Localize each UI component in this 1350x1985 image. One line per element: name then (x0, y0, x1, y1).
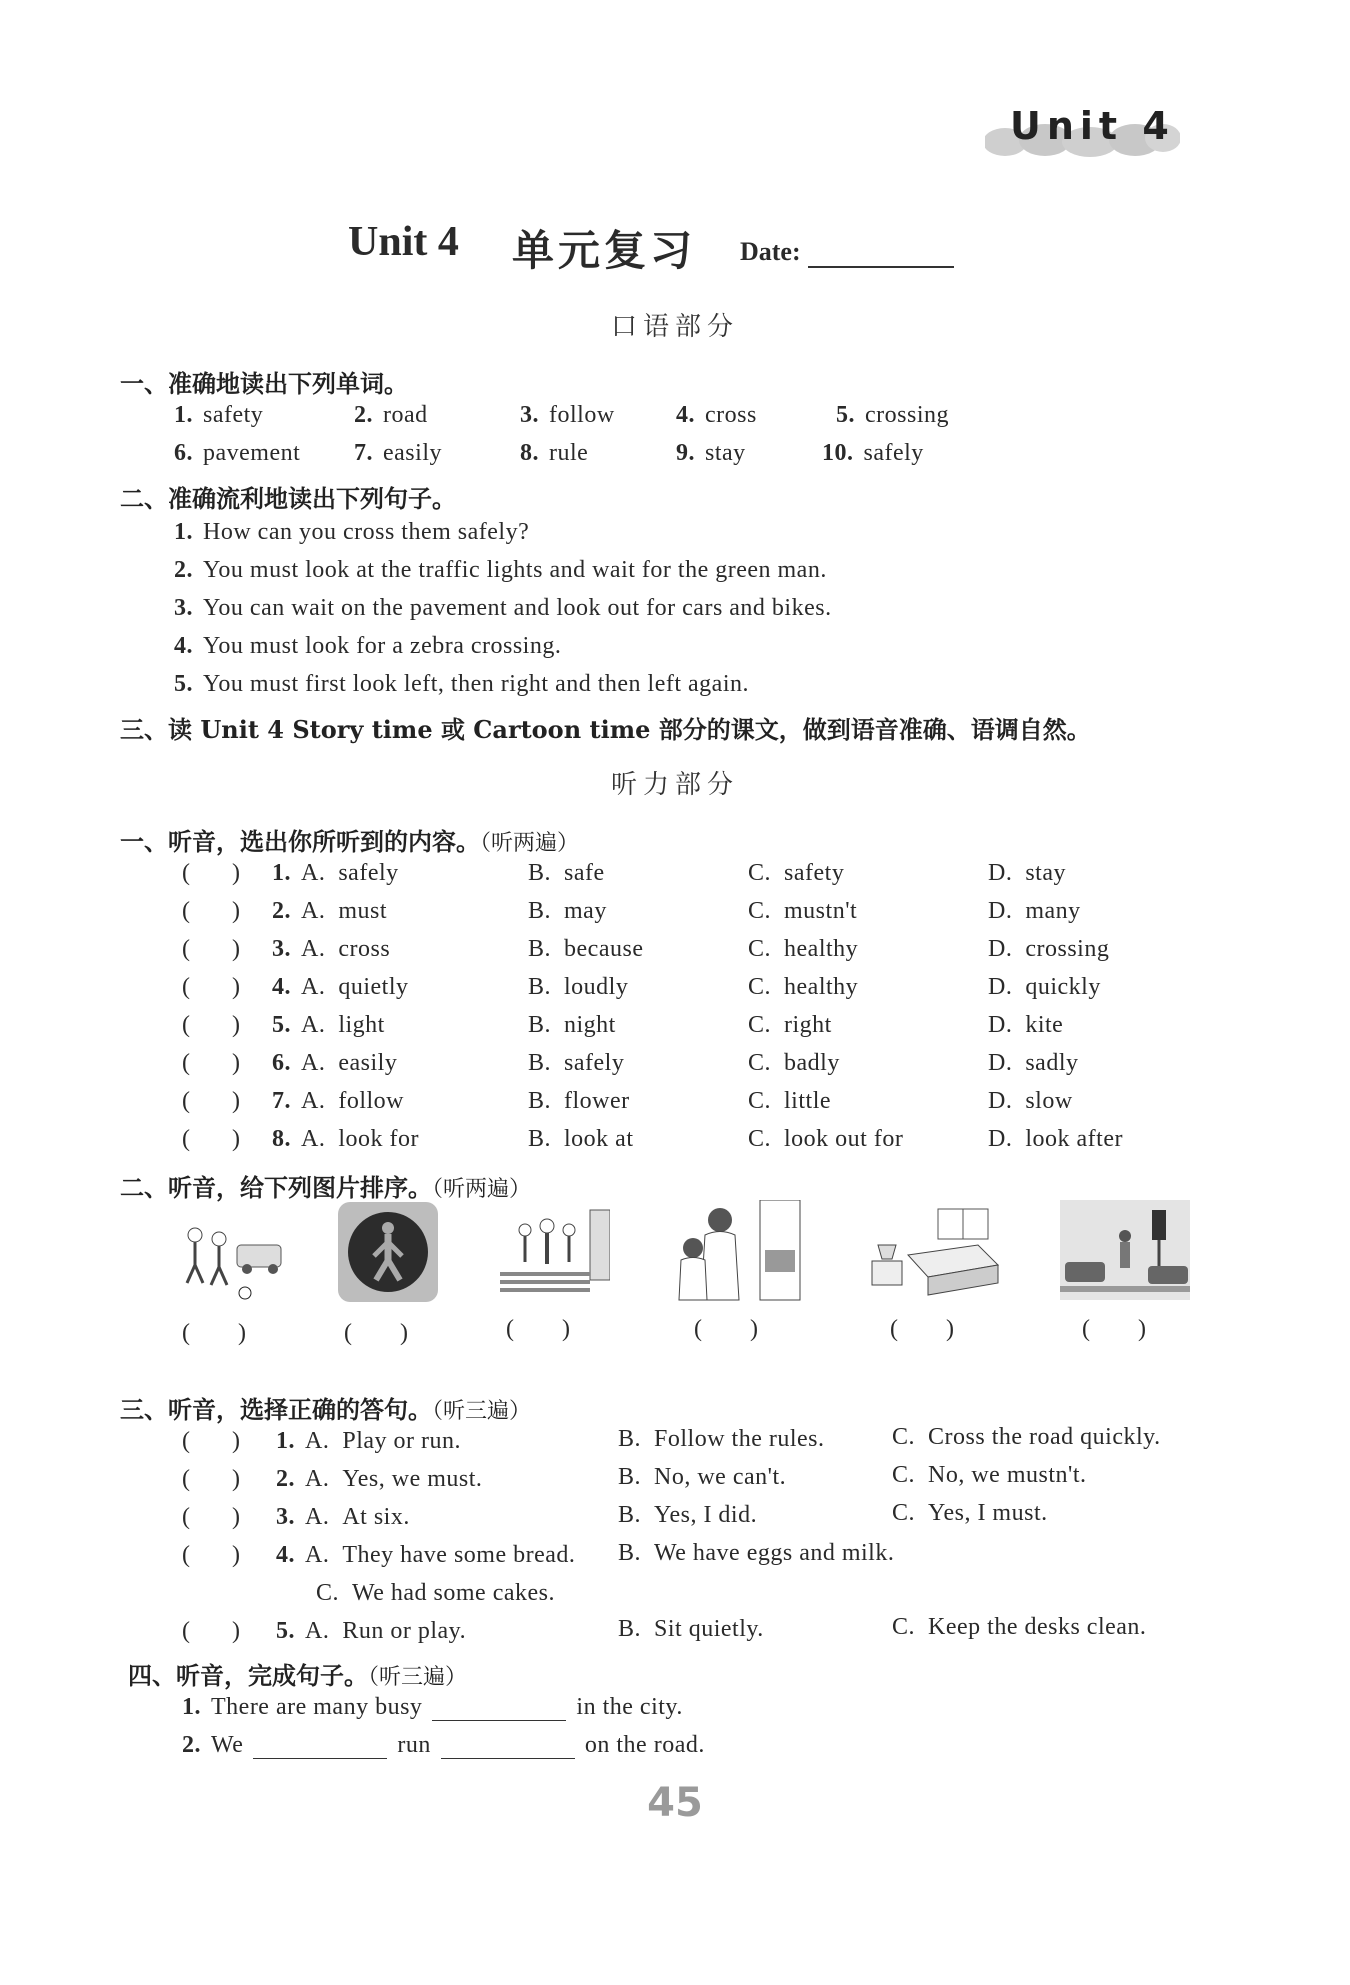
option-c: C. safety (748, 860, 845, 886)
answer-blank[interactable]: ( ) (182, 1012, 240, 1038)
answer-blank[interactable]: ( ) (182, 1542, 240, 1568)
fill-blank[interactable] (253, 1736, 387, 1759)
sentence-item: 3. You can wait on the pavement and look out for cars and bikes. (174, 595, 832, 621)
sentence-item: 4. You must look for a zebra crossing. (174, 633, 562, 659)
option-d: D. quickly (988, 974, 1101, 1000)
word-item: 5. crossing (836, 402, 949, 428)
unit-badge: Unit 4 (1010, 104, 1175, 148)
answer-blank[interactable]: ( ) (182, 1126, 240, 1152)
question-item: 4. A. They have some bread. (276, 1542, 576, 1568)
option-d: D. stay (988, 860, 1067, 886)
option-c: C. little (748, 1088, 832, 1114)
option-b: B. We have eggs and milk. (618, 1540, 895, 1566)
option-d: D. slow (988, 1088, 1073, 1114)
option-c: C. healthy (748, 974, 859, 1000)
option-c: C. mustn't (748, 898, 858, 924)
answer-blank[interactable]: ( ) (182, 1504, 240, 1530)
answer-blank[interactable]: ( ) (182, 974, 240, 1000)
option-c: C. healthy (748, 936, 859, 962)
question-item: 2. A. must (272, 898, 388, 924)
option-d: D. kite (988, 1012, 1064, 1038)
option-d: D. many (988, 898, 1081, 924)
mother-and-child-picture (665, 1200, 805, 1305)
sentence-item: 1. How can you cross them safely? (174, 519, 530, 545)
picture-order-blank[interactable]: ( ) (506, 1316, 570, 1342)
option-b: B. safely (528, 1050, 625, 1076)
zebra-crossing-picture (495, 1200, 610, 1300)
option-c: C. look out for (748, 1126, 904, 1152)
option-b: B. flower (528, 1088, 630, 1114)
question-item: 2. A. Yes, we must. (276, 1466, 483, 1492)
word-item: 8. rule (520, 440, 589, 466)
question-item: 5. A. Run or play. (276, 1618, 467, 1644)
question-item: 3. A. cross (272, 936, 391, 962)
question-item: 6. A. easily (272, 1050, 398, 1076)
question-item: 4. A. quietly (272, 974, 409, 1000)
answer-blank[interactable]: ( ) (182, 936, 240, 962)
option-b: B. may (528, 898, 607, 924)
word-item: 1. safety (174, 402, 264, 428)
option-b: B. Sit quietly. (618, 1616, 764, 1642)
word-item: 7. easily (354, 440, 442, 466)
listening-q4-title: 四、听音，完成句子。（听三遍） (128, 1661, 468, 1690)
word-item: 4. cross (676, 402, 757, 428)
answer-blank[interactable]: ( ) (182, 860, 240, 886)
picture-order-blank[interactable]: ( ) (890, 1316, 954, 1342)
option-c: C. right (748, 1012, 832, 1038)
answer-blank[interactable]: ( ) (182, 1466, 240, 1492)
page-number: 45 (647, 1780, 703, 1826)
question-item: 3. A. At six. (276, 1504, 410, 1530)
word-item: 2. road (354, 402, 428, 428)
option-d: D. sadly (988, 1050, 1079, 1076)
picture-order-blank[interactable]: ( ) (344, 1320, 408, 1346)
answer-blank[interactable]: ( ) (182, 1088, 240, 1114)
option-d: D. crossing (988, 936, 1110, 962)
word-item: 6. pavement (174, 440, 301, 466)
green-man-signal-picture (338, 1202, 438, 1302)
option-c: C. Keep the desks clean. (892, 1614, 1147, 1640)
word-item: 9. stay (676, 440, 746, 466)
sentence-item: 2. You must look at the traffic lights and wait for the green man. (174, 557, 827, 583)
option-c: C. Cross the road quickly. (892, 1424, 1161, 1450)
policeman-traffic-light-picture (1060, 1200, 1190, 1300)
answer-blank[interactable]: ( ) (182, 1050, 240, 1076)
page-title-cn: 单元复习 (512, 226, 697, 275)
option-b: B. look at (528, 1126, 634, 1152)
answer-blank[interactable]: ( ) (182, 1428, 240, 1454)
oral-section-heading: 口语部分 (610, 312, 739, 342)
date-label: Date: (740, 237, 801, 266)
question-item: 5. A. light (272, 1012, 385, 1038)
option-d: D. look after (988, 1126, 1123, 1152)
option-b: B. because (528, 936, 644, 962)
listening-q1-title: 一、听音，选出你所听到的内容。（听两遍） (120, 827, 580, 856)
page-title: Unit 4 (348, 219, 459, 265)
option-b: B. Yes, I did. (618, 1502, 758, 1528)
sentence-item: 5. You must first look left, then right and then left again. (174, 671, 749, 697)
bedroom-picture (868, 1205, 1000, 1300)
picture-order-blank[interactable]: ( ) (182, 1320, 246, 1346)
fill-blank[interactable] (432, 1698, 566, 1721)
date-field (808, 266, 954, 268)
option-c: C. No, we mustn't. (892, 1462, 1087, 1488)
question-item: 7. A. follow (272, 1088, 405, 1114)
option-b: B. safe (528, 860, 605, 886)
word-item: 3. follow (520, 402, 615, 428)
option-b: B. No, we can't. (618, 1464, 787, 1490)
fill-sentence-2: 2. We run on the road. (182, 1732, 705, 1758)
question-item: 1. A. Play or run. (276, 1428, 461, 1454)
option-b: B. night (528, 1012, 616, 1038)
fill-blank[interactable] (441, 1736, 575, 1759)
oral-q2-title: 二、准确流利地读出下列句子。 (120, 484, 456, 513)
picture-order-blank[interactable]: ( ) (694, 1316, 758, 1342)
picture-order-blank[interactable]: ( ) (1082, 1316, 1146, 1342)
oral-q3-title: 三、读 Unit 4 Story time 或 Cartoon time 部分的课文，做到语音准确、语调自然。 (120, 715, 1091, 744)
listening-q3-title: 三、听音，选择正确的答句。（听三遍） (120, 1395, 532, 1424)
option-c: C. badly (748, 1050, 840, 1076)
answer-blank[interactable]: ( ) (182, 898, 240, 924)
oral-q1-title: 一、准确地读出下列单词。 (120, 369, 408, 398)
option-b: B. Follow the rules. (618, 1426, 825, 1452)
option-b: B. loudly (528, 974, 629, 1000)
answer-blank[interactable]: ( ) (182, 1618, 240, 1644)
children-playing-picture (175, 1205, 285, 1305)
fill-sentence-1: 1. There are many busy in the city. (182, 1694, 683, 1720)
listening-section-heading: 听力部分 (610, 770, 739, 800)
question-item: 1. A. safely (272, 860, 399, 886)
option-c: C. Yes, I must. (892, 1500, 1048, 1526)
listening-q2-title: 二、听音，给下列图片排序。（听两遍） (120, 1173, 532, 1202)
option-c: C. We had some cakes. (316, 1580, 556, 1606)
word-item: 10. safely (822, 440, 924, 466)
question-item: 8. A. look for (272, 1126, 419, 1152)
